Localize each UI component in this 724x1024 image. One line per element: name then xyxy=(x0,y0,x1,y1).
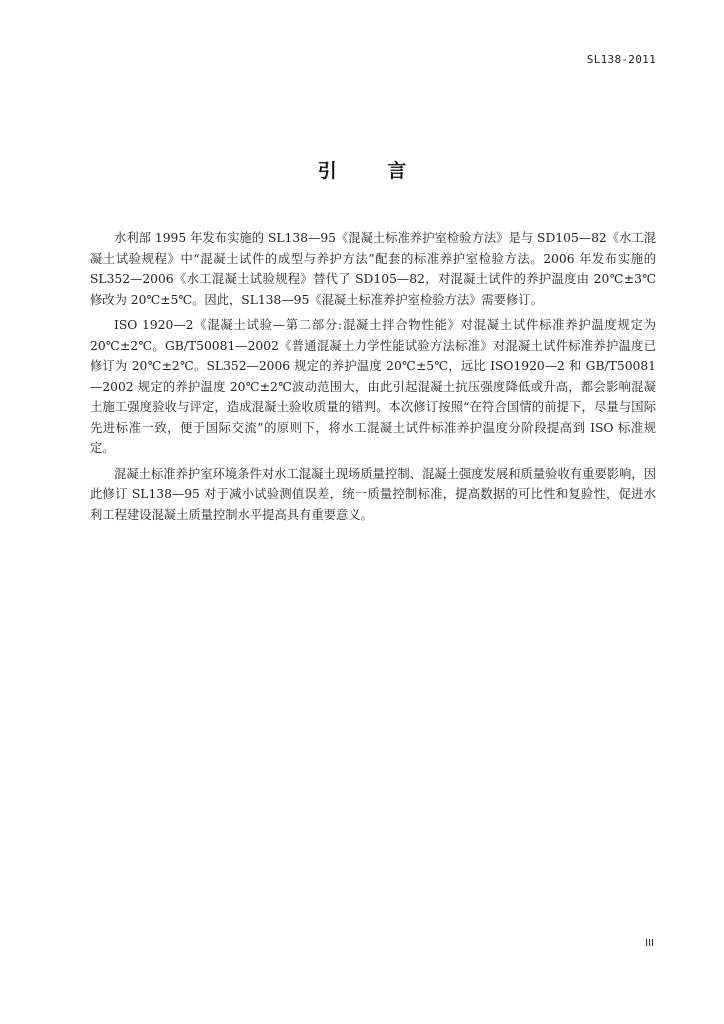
standard-code: SL138-2011 xyxy=(586,53,656,66)
body-text xyxy=(90,228,656,530)
page-title: 引 言 xyxy=(317,160,429,182)
paragraph-1: 水利部 1995 年发布实施的 SL138—95《混凝土标准养护室检验方法》是与 SD105—82《水工混凝土试验规程》中“混凝土试件的成型与养护方法”配套的标准养护室检验方法。2006 年发布实施的 SL352—2006《水工混凝土试验规程》替代了 SD105—82，对混凝土试件的养护温度由 20℃±3℃修改为 20℃±5℃。因此，SL138—95《混凝土标准养护室检验方法》需要修订。 xyxy=(90,231,656,307)
paragraph-2: ISO 1920—2《混凝土试验—第二部分:混凝土拌合物性能》对混凝土试件标准养护温度规定为 20℃±2℃。GB/T50081—2002《普通混凝土力学性能试验方法标准》对混凝土试件标准养护温度已修订为 20℃±2℃。SL352—2006 规定的养护温度 20℃±5℃，远比 ISO1920—2 和 GB/T50081—2002 规定的养护温度 20℃±2℃波动范围大，由此引起混凝土抗压强度降低或升高，都会影响混凝土施工强度验收与评定，造成混凝土验收质量的错判。本次修订按照“在符合国情的前提下，尽量与国际先进标准一致，便于国际交流”的原则下，将水工混凝土试件标准养护温度分阶段提高到 ISO 标准规定。 xyxy=(90,318,656,455)
paragraph-3: 混凝土标准养护室环境条件对水工混凝土现场质量控制、混凝土强度发展和质量验收有重要影响，因此修订 SL138—95 对于减小试验测值误差，统一质量控制标准，提高数据的可比性和复验性，促进水利工程建设混凝土质量控制水平提高具有重要意义。 xyxy=(90,466,656,522)
page-number: III xyxy=(645,938,654,949)
